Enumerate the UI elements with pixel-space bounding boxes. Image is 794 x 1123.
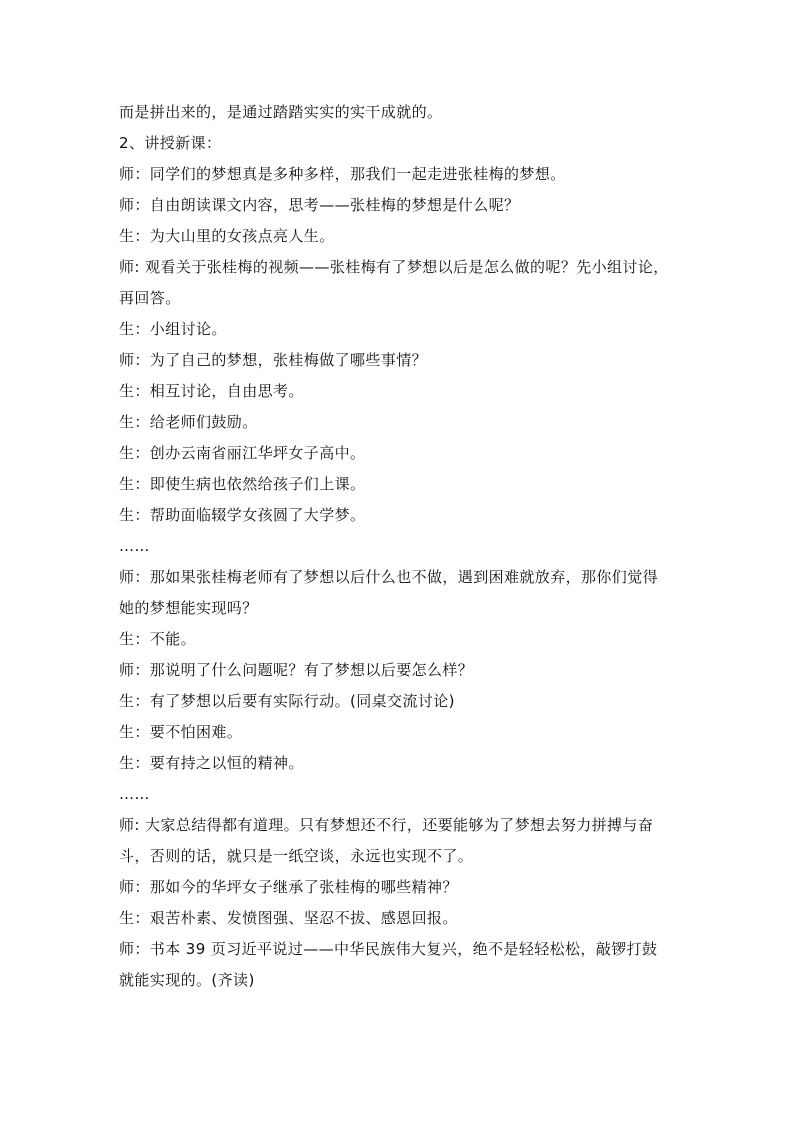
text-line: 生：为大山里的女孩点亮人生。 — [119, 227, 335, 245]
document-body — [119, 97, 679, 996]
text-line: 再回答。 — [119, 289, 181, 307]
text-line: 生：帮助面临辍学女孩圆了大学梦。 — [119, 506, 366, 524]
ellipsis-line: …… — [119, 537, 150, 555]
text-line: 生：不能。 — [119, 630, 197, 648]
text-line: 生：要不怕困难。 — [119, 723, 243, 741]
text-line: 生：艰苦朴素、发愤图强、坚忍不拔、感恩回报。 — [119, 909, 458, 927]
text-line: 生：即使生病也依然给孩子们上课。 — [119, 475, 366, 493]
text-line: 师：书本 39 页习近平说过——中华民族伟大复兴，绝不是轻轻松松，敲锣打鼓 — [119, 940, 658, 958]
text-line: 生：要有持之以恒的精神。 — [119, 754, 304, 772]
text-line: 生：相互讨论，自由思考。 — [119, 382, 304, 400]
text-line: 生：有了梦想以后要有实际行动。(同桌交流讨论) — [119, 692, 455, 710]
section-heading: 2、讲授新课： — [119, 134, 222, 152]
text-line: 就能实现的。(齐读) — [119, 971, 255, 989]
text-line: 师: 观看关于张桂梅的视频——张桂梅有了梦想以后是怎么做的呢？先小组讨论， — [119, 258, 669, 276]
ellipsis-line: …… — [119, 785, 150, 803]
text-line: 她的梦想能实现吗？ — [119, 599, 258, 617]
text-line: 生：创办云南省丽江华坪女子高中。 — [119, 444, 366, 462]
text-line: 师: 大家总结得都有道理。只有梦想还不行，还要能够为了梦想去努力拼搏与奋 — [119, 816, 654, 834]
text-line: 而是拼出来的，是通过踏踏实实的实干成就的。 — [119, 103, 443, 121]
text-line: 生：给老师们鼓励。 — [119, 413, 258, 431]
text-line: 生：小组讨论。 — [119, 320, 227, 338]
text-line: 师：那如果张桂梅老师有了梦想以后什么也不做，遇到困难就放弃，那你们觉得 — [119, 568, 659, 586]
text-line: 师：为了自己的梦想，张桂梅做了哪些事情？ — [119, 351, 428, 369]
text-line: 师：那如今的华坪女子继承了张桂梅的哪些精神？ — [119, 878, 458, 896]
text-line: 师：同学们的梦想真是多种多样，那我们一起走进张桂梅的梦想。 — [119, 165, 566, 183]
text-line: 师：那说明了什么问题呢？有了梦想以后要怎么样？ — [119, 661, 474, 679]
text-line: 师：自由朗读课文内容，思考——张桂梅的梦想是什么呢？ — [119, 196, 520, 214]
text-line: 斗，否则的话，就只是一纸空谈，永远也实现不了。 — [119, 847, 474, 865]
